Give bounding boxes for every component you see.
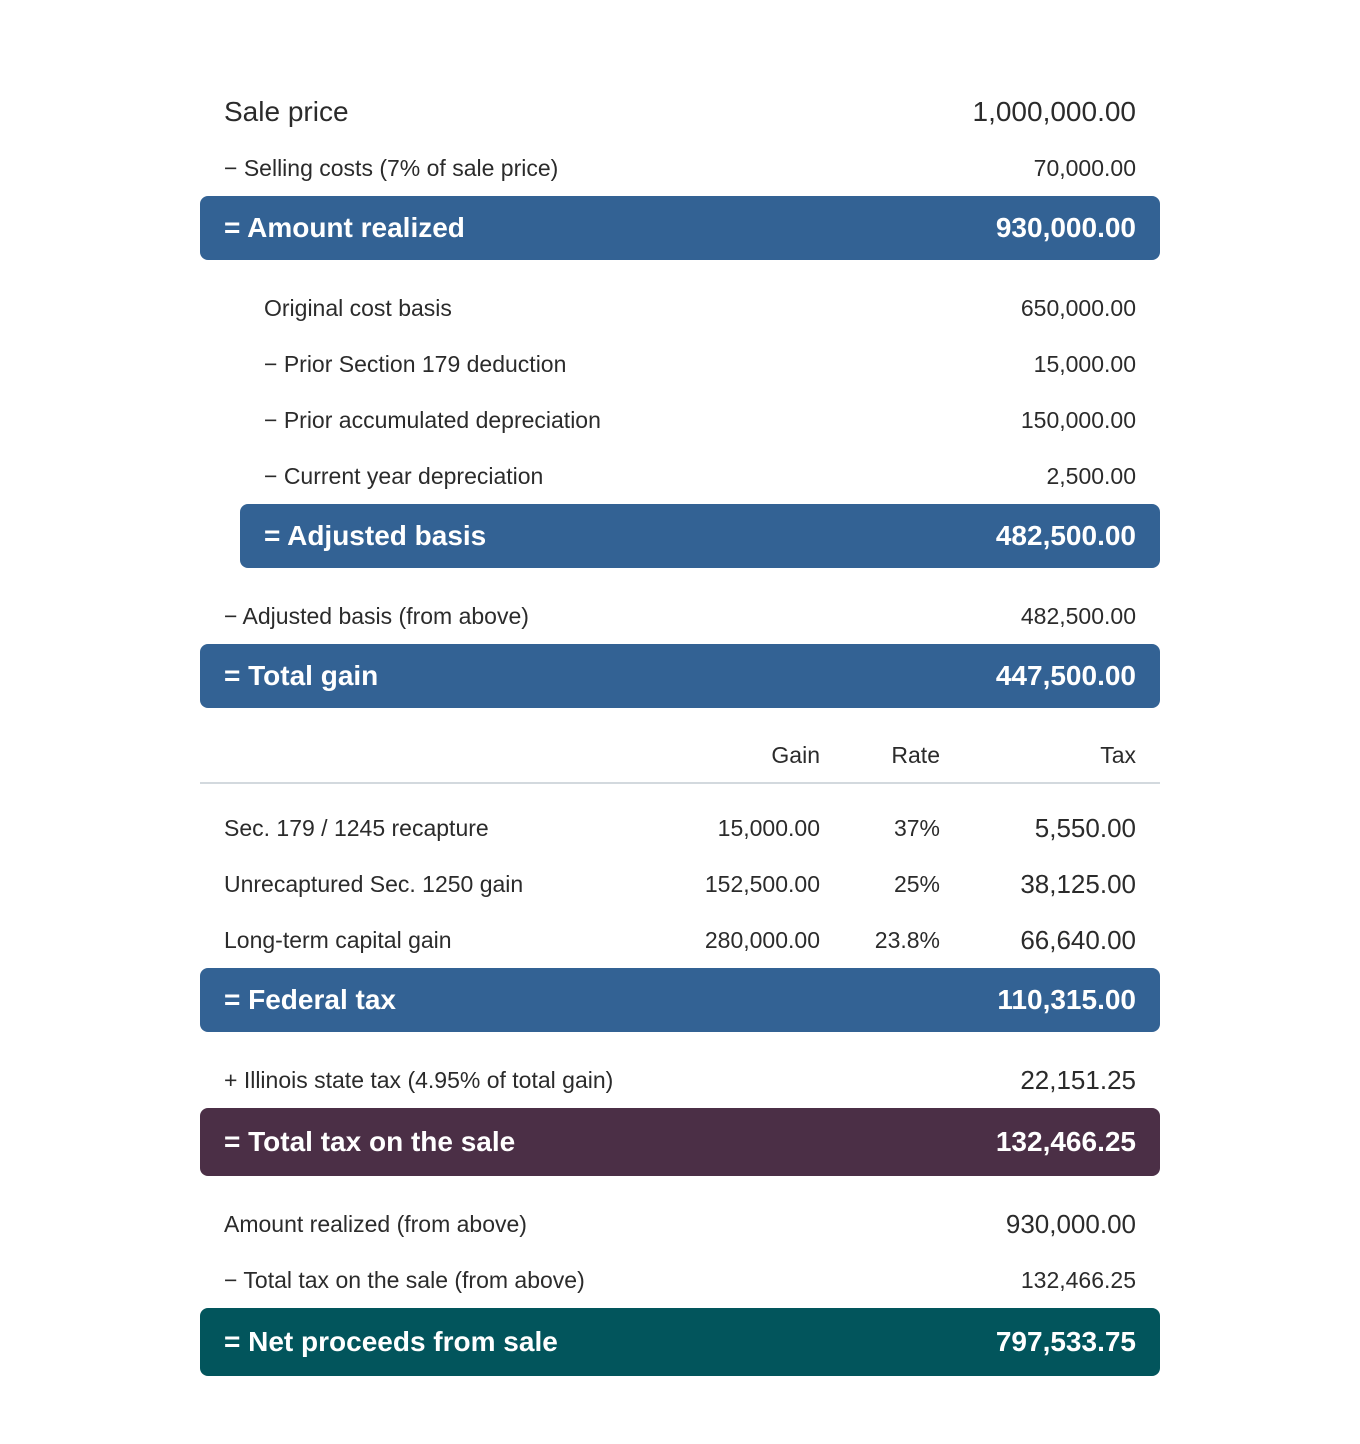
amount-realized-label: = Amount realized <box>224 212 465 243</box>
total-gain-label: = Total gain <box>224 660 379 691</box>
basis-row <box>200 280 1160 336</box>
row-tax: 5,550.00 <box>1034 812 1136 843</box>
row-gain: 152,500.00 <box>704 870 820 897</box>
header-gain: Gain <box>771 742 820 768</box>
breakdown-body <box>200 784 1160 968</box>
state-tax-label: + Illinois state tax (4.95% of total gain) <box>224 1066 614 1093</box>
total-gain-bar <box>200 644 1160 708</box>
total-tax-from-above-row <box>200 1252 1160 1308</box>
amount-realized-from-above-value: 930,000.00 <box>1005 1208 1136 1239</box>
adjusted-basis-from-above-value: 482,500.00 <box>1020 602 1136 629</box>
adjusted-basis-bar <box>240 504 1160 568</box>
adjusted-basis-label: = Adjusted basis <box>264 520 487 551</box>
adjusted-basis-from-above-label: − Adjusted basis (from above) <box>224 602 529 629</box>
basis-row-value: 2,500.00 <box>1046 462 1136 489</box>
basis-row-label: − Prior Section 179 deduction <box>264 350 567 377</box>
header-tax: Tax <box>1100 742 1136 768</box>
amount-realized-value: 930,000.00 <box>995 212 1136 243</box>
sale-price-row <box>200 84 1160 140</box>
total-tax-bar <box>200 1108 1160 1176</box>
adjusted-basis-value: 482,500.00 <box>995 520 1136 551</box>
selling-costs-value: 70,000.00 <box>1033 154 1136 181</box>
total-tax-label: = Total tax on the sale <box>224 1126 516 1157</box>
table-row <box>200 800 1160 856</box>
total-tax-from-above-value: 132,466.25 <box>1020 1266 1136 1293</box>
federal-tax-value: 110,315.00 <box>997 984 1136 1015</box>
header-rate: Rate <box>891 742 940 768</box>
row-rate: 25% <box>893 870 940 897</box>
amount-realized-bar <box>200 196 1160 260</box>
basis-row <box>200 336 1160 392</box>
total-tax-value: 132,466.25 <box>995 1126 1136 1157</box>
federal-tax-bar <box>200 968 1160 1032</box>
selling-costs-row <box>200 140 1160 196</box>
table-row <box>200 912 1160 968</box>
adjusted-basis-from-above-row <box>200 588 1160 644</box>
basis-row-label: − Current year depreciation <box>264 462 544 489</box>
row-gain: 280,000.00 <box>704 926 820 953</box>
selling-costs-label: − Selling costs (7% of sale price) <box>224 154 559 181</box>
basis-row-value: 650,000.00 <box>1020 294 1136 321</box>
sale-price-label: Sale price <box>224 96 349 127</box>
amount-realized-from-above-row <box>200 1196 1160 1252</box>
row-rate: 23.8% <box>874 926 940 953</box>
sale-calculation <box>200 84 1160 1376</box>
table-row <box>200 856 1160 912</box>
row-tax: 38,125.00 <box>1020 868 1136 899</box>
row-rate: 37% <box>893 814 940 841</box>
basis-row <box>200 448 1160 504</box>
total-tax-from-above-label: − Total tax on the sale (from above) <box>224 1266 585 1293</box>
sale-price-value: 1,000,000.00 <box>972 96 1136 127</box>
basis-row <box>200 392 1160 448</box>
row-gain: 15,000.00 <box>717 814 820 841</box>
row-label: Unrecaptured Sec. 1250 gain <box>224 870 524 897</box>
row-label: Sec. 179 / 1245 recapture <box>224 814 489 841</box>
state-tax-value: 22,151.25 <box>1020 1064 1136 1095</box>
net-proceeds-value: 797,533.75 <box>995 1326 1136 1357</box>
basis-row-value: 150,000.00 <box>1020 406 1136 433</box>
federal-tax-label: = Federal tax <box>224 984 396 1015</box>
net-proceeds-label: = Net proceeds from sale <box>224 1326 558 1357</box>
state-tax-row <box>200 1052 1160 1108</box>
row-label: Long-term capital gain <box>224 926 452 953</box>
total-gain-value: 447,500.00 <box>995 660 1136 691</box>
basis-row-value: 15,000.00 <box>1033 350 1136 377</box>
basis-row-label: Original cost basis <box>264 294 452 321</box>
net-proceeds-bar <box>200 1308 1160 1376</box>
row-tax: 66,640.00 <box>1020 924 1136 955</box>
amount-realized-from-above-label: Amount realized (from above) <box>224 1210 527 1237</box>
basis-row-label: − Prior accumulated depreciation <box>264 406 601 433</box>
breakdown-header <box>200 720 1160 784</box>
